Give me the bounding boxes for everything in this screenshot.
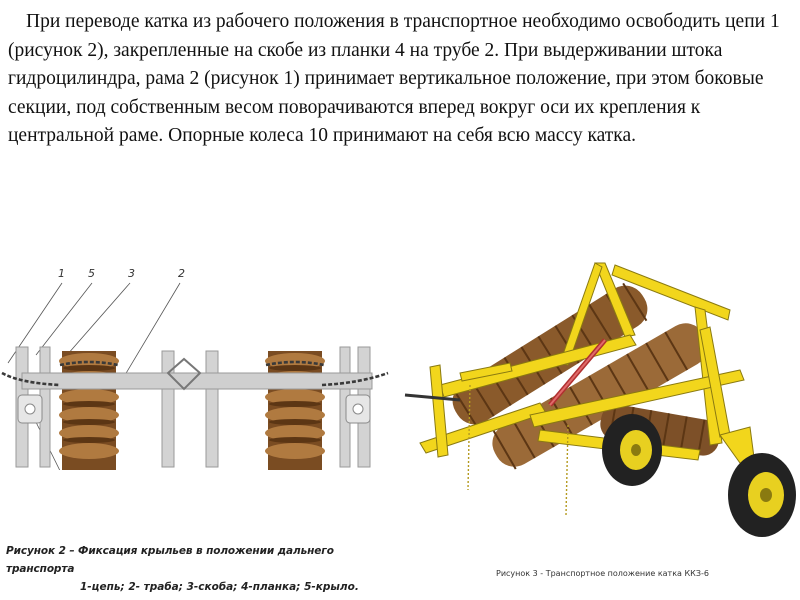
figure-2-illustration: [0, 255, 390, 525]
figure-2-caption-legend: 1-цепь; 2- траба; 3-скоба; 4-планка; 5-крыло.: [80, 581, 359, 593]
figure-2-caption-title: Рисунок 2 – Фиксация крыльев в положении дальнего транспорта: [6, 545, 334, 575]
callout-2: 2: [178, 267, 185, 280]
body-text-block: [8, 8, 792, 151]
figure-3-caption: Рисунок 3 - Транспортное положение катка ККЗ-6: [496, 569, 709, 578]
callout-1: 1: [58, 267, 65, 280]
body-paragraph: При переводе катка из рабочего положения в транспортное необходимо освободить цепи 1 (рисунок 2), закрепленные на скобе из планки 4 на трубе 2. При выдерживании штока гидроцилиндра, рама 2 (рисунок 1) принимает вертикальное положение, при этом боковые секции, под собственным весом поворачиваются вперед вокруг оси их крепления к центральной раме. Опорные колеса 10 принимают на себя всю массу катка.: [8, 11, 780, 147]
figure-2-caption: [6, 542, 386, 596]
callout-5: 5: [88, 267, 95, 280]
callout-3: 3: [128, 267, 135, 280]
figure-3-illustration: [400, 255, 800, 555]
